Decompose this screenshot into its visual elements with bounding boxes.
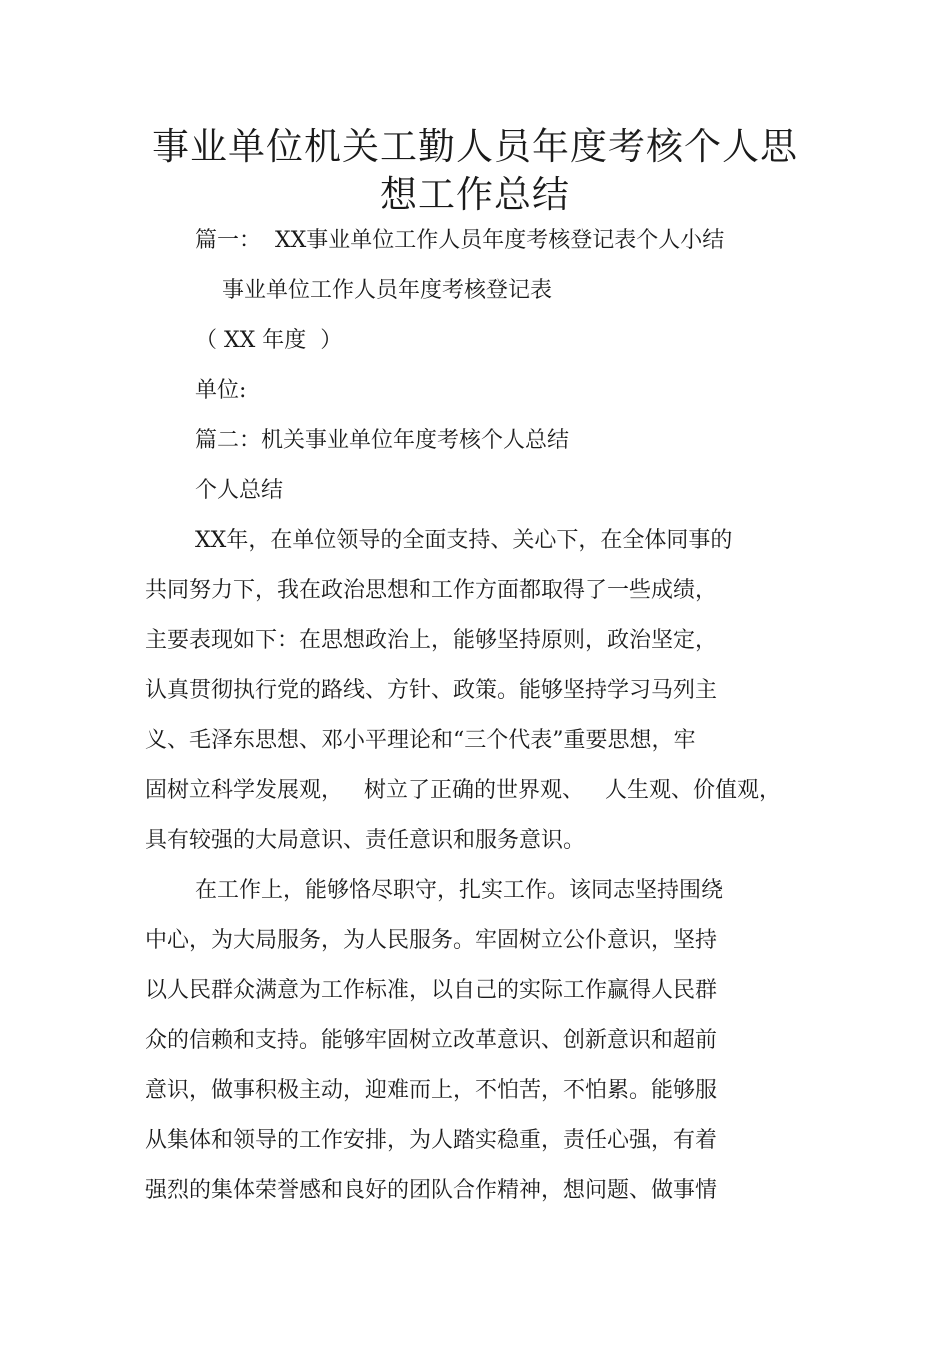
- part-two-heading: 篇二：机关事业单位年度考核个人总结: [195, 428, 570, 453]
- form-title: 事业单位工作人员年度考核登记表: [222, 278, 553, 303]
- part-one-heading: 篇一： XX事业单位工作人员年度考核登记表个人小结: [195, 228, 725, 253]
- paragraph-1-line: 共同努力下，我在政治思想和工作方面都取得了一些成绩，: [145, 578, 718, 603]
- paragraph-2-line: 中心，为大局服务，为人民服务。牢固树立公仆意识，坚持: [145, 928, 718, 953]
- document-title-line-1: 事业单位机关工勤人员年度考核个人思: [152, 125, 798, 168]
- unit-label: 单位:: [195, 378, 247, 403]
- paragraph-1-line: 固树立科学发展观， 树立了正确的世界观、 人生观、价值观，: [145, 778, 781, 803]
- paragraph-1-line: XX年，在单位领导的全面支持、关心下，在全体同事的: [195, 528, 733, 553]
- paragraph-2-line: 从集体和领导的工作安排，为人踏实稳重，责任心强，有着: [145, 1128, 718, 1153]
- paragraph-1-line: 义、毛泽东思想、邓小平理论和“三个代表”重要思想，牢: [145, 728, 696, 753]
- paragraph-1-line: 认真贯彻执行党的路线、方针、政策。能够坚持学习马列主: [145, 678, 718, 703]
- paragraph-1-line: 具有较强的大局意识、责任意识和服务意识。: [145, 828, 586, 853]
- document-title-line-2: 想工作总结: [380, 173, 570, 216]
- paragraph-2-line: 强烈的集体荣誉感和良好的团队合作精神，想问题、做事情: [145, 1178, 718, 1203]
- form-year: （ XX 年度 ）: [195, 328, 343, 353]
- paragraph-2-line: 以人民群众满意为工作标准，以自己的实际工作赢得人民群: [145, 978, 718, 1003]
- personal-summary-heading: 个人总结: [195, 478, 284, 503]
- paragraph-2-line: 众的信赖和支持。能够牢固树立改革意识、创新意识和超前: [145, 1028, 718, 1053]
- paragraph-1-line: 主要表现如下：在思想政治上，能够坚持原则，政治坚定，: [145, 628, 718, 653]
- paragraph-2-line: 在工作上，能够恪尽职守，扎实工作。该同志坚持围绕: [195, 878, 724, 903]
- paragraph-2-line: 意识，做事积极主动，迎难而上，不怕苦，不怕累。能够服: [145, 1078, 718, 1103]
